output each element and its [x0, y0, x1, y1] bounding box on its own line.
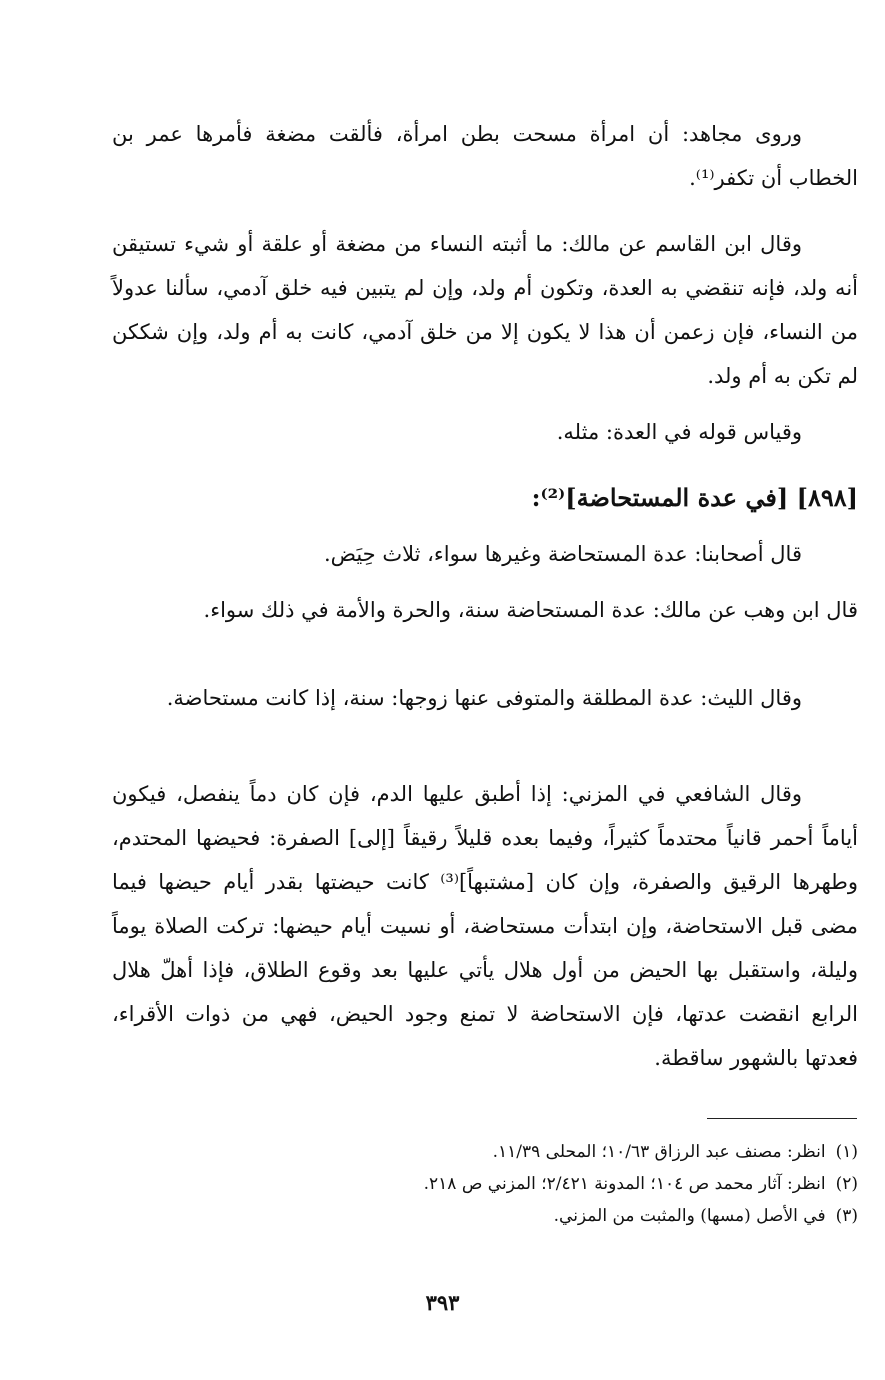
footnote-mark: (٣): [835, 1206, 858, 1226]
footnote-item: [112, 1136, 858, 1168]
footnote-mark: (٢): [835, 1174, 858, 1194]
footnote-mark: (١): [835, 1142, 858, 1162]
footnote-text: في الأصل (مسها) والمثبت من المزني.: [553, 1206, 826, 1226]
footnote-item: [112, 1168, 858, 1200]
footnote-text: انظر: مصنف عبد الرزاق ١٠/٦٣؛ المحلى ١١/٣٩.: [492, 1142, 826, 1162]
page-number: ٣٩٣: [425, 1290, 460, 1315]
paragraph-qiyas: وقياس قوله في العدة: مثله.: [556, 420, 802, 444]
paragraph-allaith: وقال الليث: عدة المطلقة والمتوفى عنها زوجها: سنة، إذا كانت مستحاضة.: [166, 686, 802, 710]
paragraph-mujahid: وروى مجاهد: أن امرأة مسحت بطن امرأة، فألقت مضغة فأمرها عمر بن الخطاب أن تكفر⁽¹⁾.: [112, 122, 858, 190]
footnote-text: انظر: آثار محمد ص ١٠٤؛ المدونة ٢/٤٢١؛ المزني ص ٢١٨.: [423, 1174, 826, 1194]
footnote-item: [112, 1200, 858, 1232]
paragraph-ibn-alqasim: وقال ابن القاسم عن مالك: ما أثبته النساء من مضغة أو علقة أو شيء تستيقن أنه ولد، فإنه تنقضي به العدة، وتكون أم ولد، وإن لم يتبين فيه خلق آدمي، سألنا عدولاً من النساء، فإن زعمن أن هذا لا يكون إلا من خلق آدمي، كانت به أم ولد، وإن شككن لم تكن به أم ولد.: [112, 232, 858, 388]
paragraph-ibn-wahb: قال ابن وهب عن مالك: عدة المستحاضة سنة، والحرة والأمة في ذلك سواء.: [203, 598, 858, 622]
paragraph-ashabuna: قال أصحابنا: عدة المستحاضة وغيرها سواء، ثلاث حِيَض.: [323, 542, 802, 566]
paragraph-shafii: وقال الشافعي في المزني: إذا أطبق عليها الدم، فإن كان دماً ينفصل، فيكون أياماً أحمر قانياً محتدماً كثيراً، وفيما بعده قليلاً رقيقاً [إلى] الصفرة: فحيضها المحتدم، وطهرها الرقيق والصفرة، وإن كان [مشتبهاً]⁽³⁾ كانت حيضتها بقدر أيام حيضها فيما مضى قبل الاستحاضة، وإن ابتدأت مستحاضة، أو نسيت أيام حيضها: تركت الصلاة يوماً وليلة، واستقبل بها الحيض من أول هلال يأتي عليها بعد وقوع الطلاق، فإذا أهلّ هلال الرابع انقضت عدتها، فإن الاستحاضة لا تمنع وجود الحيض، فهي من ذوات الأقراء، فعدتها بالشهور ساقطة.: [112, 782, 859, 1070]
footnotes: [112, 1136, 858, 1232]
section-heading: [٨٩٨] [في عدة المستحاضة]⁽²⁾:: [531, 483, 858, 512]
footnote-separator: [707, 1118, 857, 1119]
